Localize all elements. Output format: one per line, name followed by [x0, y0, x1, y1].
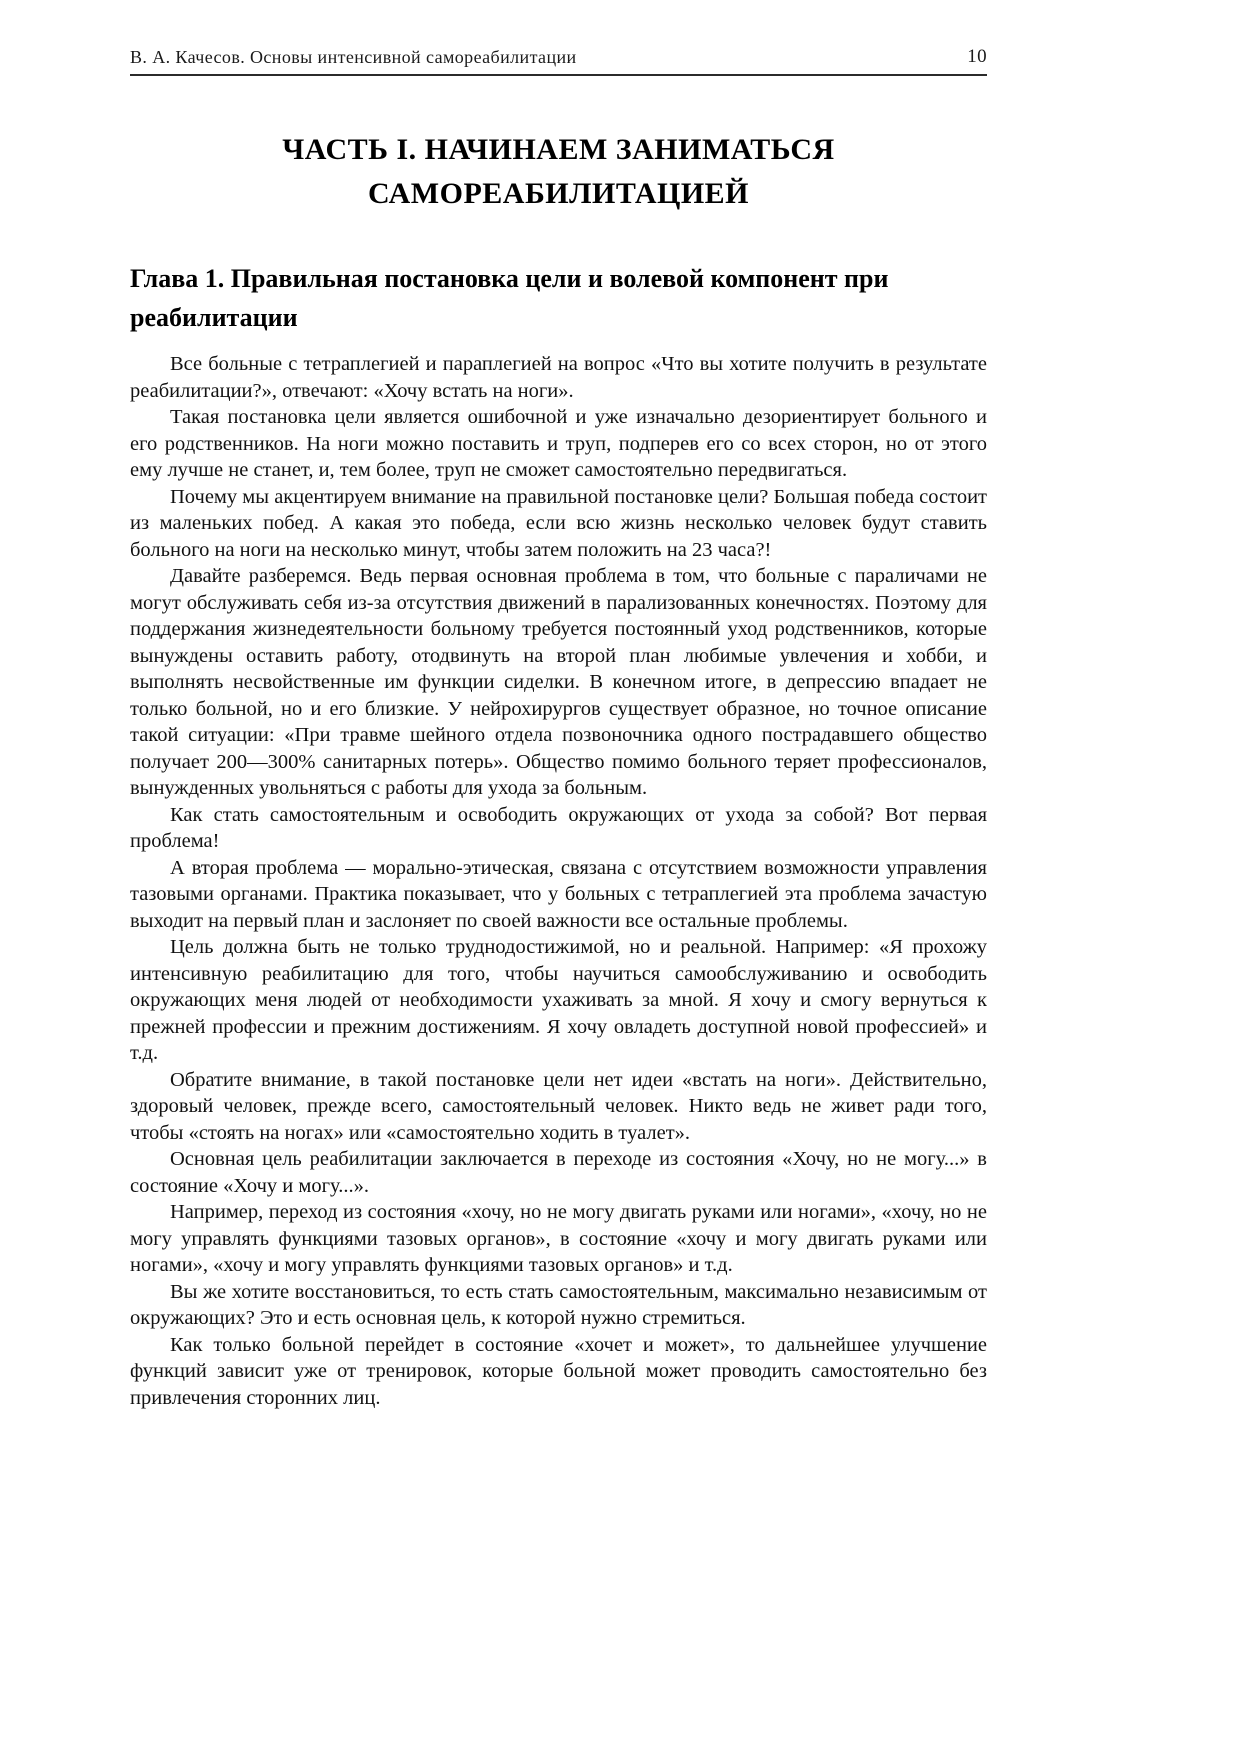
- paragraph: Все больные с тетраплегией и параплегией на вопрос «Что вы хотите получить в результате реабилитации?», отвечают: «Хочу встать на ноги».: [130, 353, 987, 402]
- paragraph: Как стать самостоятельным и освободить окружающих от ухода за собой? Вот первая проблема!: [130, 803, 987, 852]
- paragraph: Основная цель реабилитации заключается в переходе из состояния «Хочу, но не могу...» в состояние «Хочу и могу...».: [130, 1148, 987, 1197]
- body-text: [130, 351, 987, 1411]
- paragraph: Давайте разберемся. Ведь первая основная проблема в том, что больные с параличами не могут обслуживать себя из-за отсутствия движений в парализованных конечностях. Поэтому для поддержания жизнедеятельности больному требуется постоянный уход родственников, которые вынуждены оставить работу, отодвинуть на второй план любимые увлечения и хобби, и выполнять несвойственные им функции сиделки. В конечном итоге, в депрессию впадает не только больной, но и его близкие. У нейрохирургов существует образное, но точное описание такой ситуации: «При травме шейного отдела позвоночника одного пострадавшего общество получает 200—300% санитарных потерь». Общество помимо больного теряет профессионалов, вынужденных увольняться с работы для ухода за больным.: [130, 565, 987, 799]
- paragraph: Как только больной перейдет в состояние «хочет и может», то дальнейшее улучшение функций зависит уже от тренировок, которые больной может проводить самостоятельно без привлечения сторонних лиц.: [130, 1333, 987, 1409]
- paragraph: А вторая проблема — морально-этическая, связана с отсутствием возможности управления тазовыми органами. Практика показывает, что у больных с тетраплегией эта проблема зачастую выходит на первый план и заслоняет по своей важности все остальные проблемы.: [130, 856, 987, 932]
- paragraph: Почему мы акцентируем внимание на правильной постановке цели? Большая победа состоит из маленьких побед. А какая это победа, если всю жизнь несколько человек будут ставить больного на ноги на несколько минут, чтобы затем положить на 23 часа?!: [130, 485, 987, 561]
- paragraph: Например, переход из состояния «хочу, но не могу двигать руками или ногами», «хочу, но не могу управлять функциями тазовых органов», в состояние «хочу и могу двигать руками или ногами», «хочу и могу управлять функциями тазовых органов» и т.д.: [130, 1201, 987, 1276]
- running-header: [130, 46, 987, 76]
- chapter-title: Глава 1. Правильная постановка цели и волевой компонент при реабилитации: [130, 264, 889, 332]
- paragraph: Цель должна быть не только труднодостижимой, но и реальной. Например: «Я прохожу интенсивную реабилитацию для того, чтобы научиться самообслуживанию и освободить окружающих меня людей от необходимости ухаживать за мной. Я хочу и смогу вернуться к прежней профессии и прежним достижениям. Я хочу овладеть доступной новой профессией» и т.д.: [130, 936, 987, 1064]
- part-title: ЧАСТЬ I. НАЧИНАЕМ ЗАНИМАТЬСЯ САМОРЕАБИЛИТАЦИЕЙ: [282, 133, 835, 210]
- running-header-title: В. А. Качесов. Основы интенсивной самореабилитации: [130, 47, 577, 67]
- page-number: 10: [967, 46, 987, 67]
- paragraph: Обратите внимание, в такой постановке цели нет идеи «встать на ноги». Действительно, здоровый человек, прежде всего, самостоятельный человек. Никто ведь не живет ради того, чтобы «стоять на ногах» или «самостоятельно ходить в туалет».: [130, 1068, 987, 1144]
- paragraph: Вы же хотите восстановиться, то есть стать самостоятельным, максимально независимым от окружающих? Это и есть основная цель, к которой нужно стремиться.: [130, 1280, 987, 1329]
- paragraph: Такая постановка цели является ошибочной и уже изначально дезориентирует больного и его родственников. На ноги можно поставить и труп, подперев его со всех сторон, но от этого ему лучше не станет, и, тем более, труп не сможет самостоятельно передвигаться.: [130, 406, 987, 481]
